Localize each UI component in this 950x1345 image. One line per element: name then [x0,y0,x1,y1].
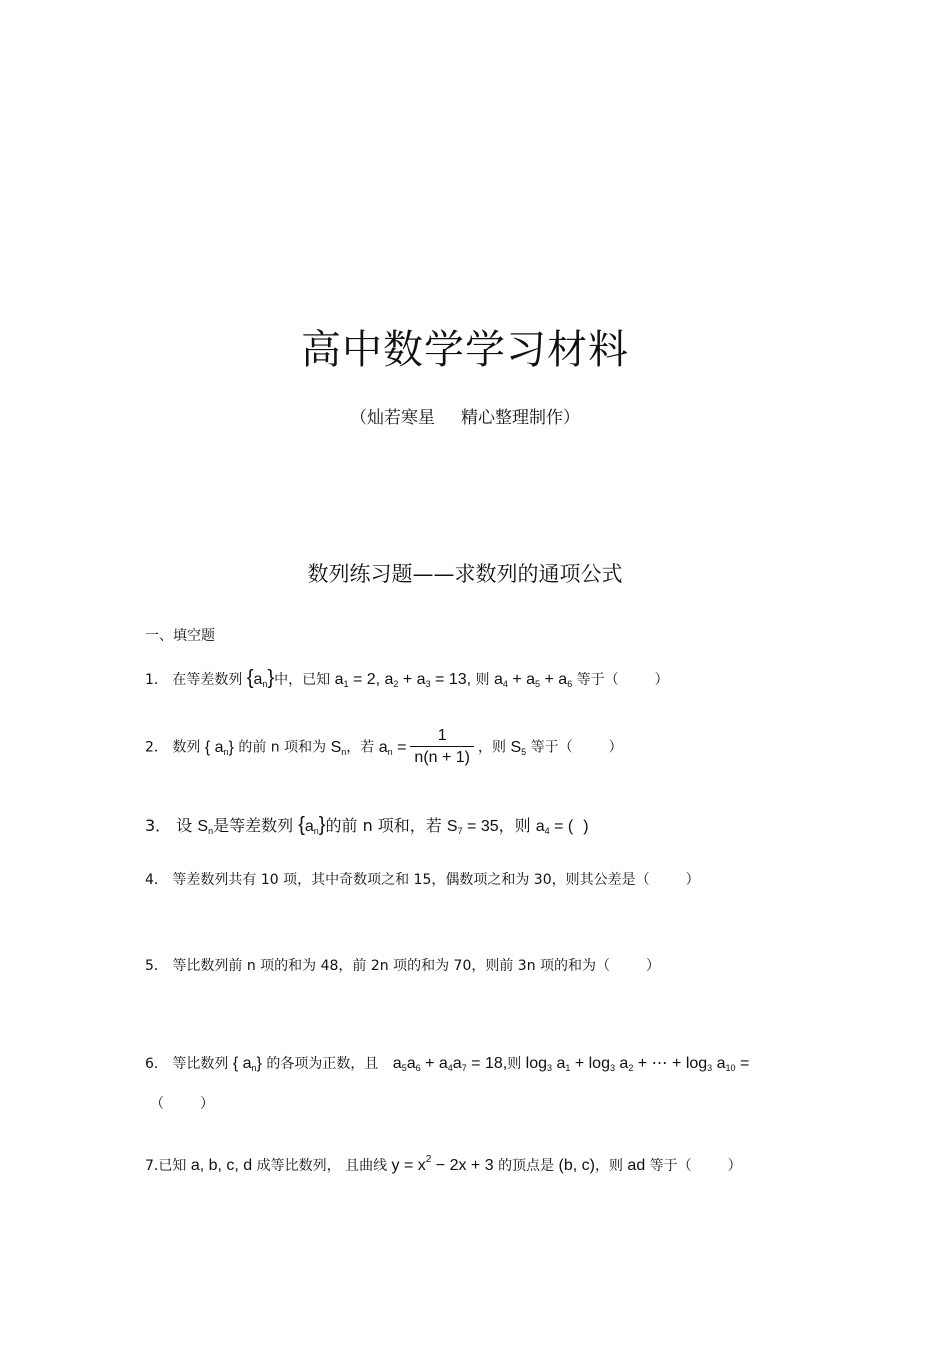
question-text: 等于（ [649,1158,692,1174]
question-number: 5． [145,958,168,974]
question-number: 3． [145,816,172,835]
question-text: 是等差数列 [213,816,294,835]
question-6-answer [150,1094,214,1114]
section-label: 一、填空题 [145,628,215,644]
question-close: ） [608,739,623,756]
question-close: ） [685,872,700,888]
question-3: 3． 设 $S_n$是等差数列 $\{a_n\}$的前 n 项和，若 $S_7 = 35$，则 $a_4$ = ( ) [145,814,589,836]
question-close: ） [646,958,661,974]
question-text: 中，已知 [274,672,331,688]
question-text: 成等比数列， 且曲线 [256,1158,388,1174]
question-text: ，若 [346,739,375,756]
question-text: 等于（ [530,739,573,756]
question-text: ，则 [478,739,507,756]
question-2: 2． 数列 { $a_n$} 的前 n 项和为 $S_n$，若 $a_n$ = $\frac{1}{n(n + 1)}$ ，则 $S_5$ 等于（ ） [145,726,623,769]
question-number: 4． [145,872,168,888]
question-text: ，则 [498,816,531,835]
question-5 [145,956,660,976]
question-1: 1． 在等差数列 $\{a_n\}$中，已知 $a_1 = 2$, $a_2 + a_3 = 13$, 则 $a_4 + a_5 + a_6$ 等于（ ） [145,667,669,689]
question-text: ，则 [594,1158,623,1174]
fraction: $\frac{1}{n(n + 1)}$ [410,726,474,769]
question-7: 7.已知 a, b, c, d 成等比数列， 且曲线 $y = x^2 - 2x + 3$ 的顶点是 (b, c)，则 ad 等于（ ） [145,1154,742,1174]
subtitle-left: （灿若寒星 [350,408,435,428]
question-text: 设 [176,816,193,835]
question-text: 的前 n 项和，若 [325,816,442,835]
question-6: 6． 等比数列 { $a_n$} 的各项为正数，且 $a_5a_6 + a_4a_7 = 18$,则 $\log_3 a_1 + \log_3 a_2$ + ⋯ + $\log_3 a_{10}$ = [145,1055,750,1073]
question-text: 等差数列共有 10 项，其中奇数项之和 15，偶数项之和为 30，则其公差是（ [172,872,650,888]
question-number: 1． [145,672,168,688]
question-number: 6． [145,1056,168,1072]
question-text: 的前 n 项和为 [238,739,327,756]
page-title: 高中数学学习材料 [301,327,629,373]
section-heading: 数列练习题——求数列的通项公式 [307,562,623,586]
question-number: 7. [145,1158,159,1174]
question-text: （ [150,1096,164,1112]
question-close: ） [727,1158,742,1174]
question-number: 2． [145,739,168,756]
question-text: 在等差数列 [172,672,243,688]
question-text: 的顶点是 [498,1158,555,1174]
question-text: 数列 [172,739,201,756]
question-4 [145,870,700,890]
question-text: 等比数列 [172,1056,229,1072]
question-text: 的各项为正数，且 [266,1056,379,1072]
question-text: 已知 [158,1158,187,1174]
page-subtitle [0,403,930,428]
question-text: 等比数列前 n 项的和为 48，前 2n 项的和为 70，则前 3n 项的和为（ [172,958,611,974]
question-text: 等于（ [576,672,619,688]
subtitle-right: 精心整理制作） [461,408,580,428]
question-close: ） [200,1096,214,1112]
question-close: ） [654,672,669,688]
